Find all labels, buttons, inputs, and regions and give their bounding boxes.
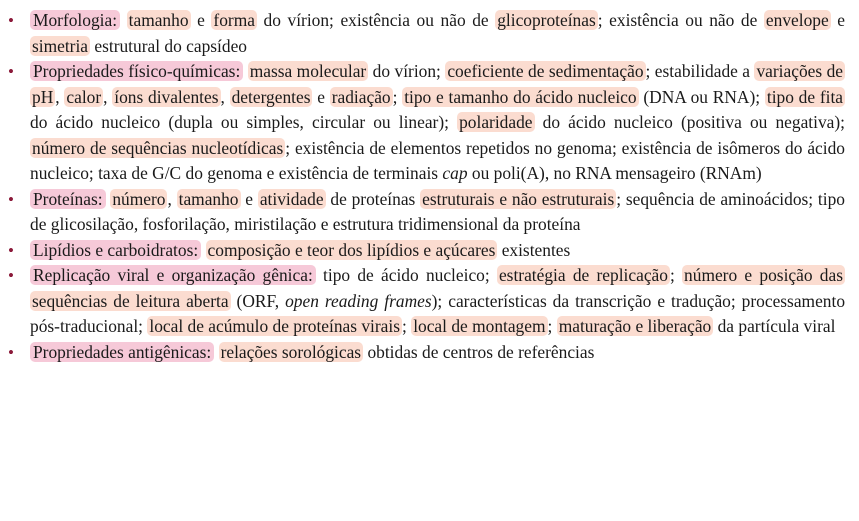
text-run: (ORF, xyxy=(230,290,286,311)
highlighted-term: local de acúmulo de proteínas virais xyxy=(149,316,400,336)
list-item xyxy=(0,263,845,340)
bullet-icon: • xyxy=(8,11,14,30)
text-run: ; xyxy=(392,86,403,107)
text-run: , xyxy=(167,188,177,209)
highlighted-term: variações de pH xyxy=(32,61,843,107)
item-text xyxy=(30,238,845,264)
text-run: , xyxy=(103,86,113,107)
text-run: ; xyxy=(547,316,557,336)
list-item xyxy=(0,340,845,366)
highlighted-term: estratégia de replicação xyxy=(498,265,668,285)
highlighted-term: composição e teor dos lipídios e açúcares xyxy=(207,239,496,260)
highlighted-term: radiação xyxy=(331,86,391,107)
text-run: ; estabilidade a xyxy=(645,61,755,81)
text-run: tipo de ácido nucleico; xyxy=(315,265,497,285)
text-run: do ácido nucleico (positiva ou negativa); xyxy=(534,112,845,132)
list-item xyxy=(0,187,845,238)
item-text xyxy=(30,8,845,59)
highlighted-term: número e posição das sequências de leitura aberta xyxy=(32,265,843,311)
text-run: ; xyxy=(402,316,412,336)
text-run: , xyxy=(220,86,230,107)
bullet-icon: • xyxy=(8,266,14,285)
highlighted-term: tamanho xyxy=(178,188,239,209)
highlighted-term: envelope xyxy=(765,10,829,30)
bullet-icon: • xyxy=(8,189,14,209)
text-run: e xyxy=(240,188,258,209)
item-text xyxy=(30,263,845,340)
text-run: do ácido nucleico (dupla ou simples, circular ou linear); xyxy=(30,112,458,132)
text-run: ; xyxy=(669,265,683,285)
item-heading: Morfologia: xyxy=(30,10,120,30)
highlighted-term: tipo e tamanho do ácido nucleico xyxy=(404,86,637,107)
text-run: ; existência de elementos repetidos no genoma; existência de isômeros do ácido nucleico; taxa de G/C do genoma e existência de terminais xyxy=(30,137,845,183)
bullet-icon: • xyxy=(8,240,14,260)
text-run: , xyxy=(55,86,65,107)
italic-term: open reading frames xyxy=(285,290,432,311)
text-run xyxy=(201,240,205,260)
text-run: e xyxy=(830,10,846,30)
highlighted-term: forma xyxy=(213,10,255,30)
list-item xyxy=(0,238,845,264)
text-run: do vírion; existência ou não de xyxy=(256,10,496,30)
text-run: do vírion; xyxy=(368,61,446,81)
highlighted-term: tamanho xyxy=(128,10,189,30)
text-run: estrutural do capsídeo xyxy=(90,35,247,56)
highlighted-term: polaridade xyxy=(459,112,533,132)
item-heading: Proteínas: xyxy=(30,189,106,209)
text-run: da partícula viral xyxy=(713,316,836,336)
bullet-icon: • xyxy=(8,342,14,362)
item-heading: Propriedades físico-químicas: xyxy=(30,61,243,81)
highlighted-term: relações sorológicas xyxy=(220,341,362,362)
highlighted-term: detergentes xyxy=(231,86,311,107)
item-heading: Propriedades antigênicas: xyxy=(30,342,214,362)
text-run: ou poli(A), no RNA mensageiro (RNAm) xyxy=(467,163,762,183)
text-run: ; existência ou não de xyxy=(597,10,764,30)
italic-term: cap xyxy=(442,163,468,183)
item-heading: Lipídios e carboidratos: xyxy=(30,240,201,260)
highlighted-term: número de sequências nucleotídicas xyxy=(32,137,284,158)
text-run xyxy=(120,10,127,30)
text-run: ); características da transcrição e tradução; processamento pós-traducional; xyxy=(30,290,846,336)
item-heading: Replicação viral e organização gênica: xyxy=(30,265,316,285)
highlighted-term: número xyxy=(112,188,166,209)
highlighted-term: simetria xyxy=(32,35,89,56)
highlighted-term: estruturais e não estruturais xyxy=(422,188,615,209)
highlighted-term: tipo de fita xyxy=(766,86,844,107)
highlighted-term: glicoproteínas xyxy=(497,10,596,30)
highlighted-term: massa molecular xyxy=(249,61,367,81)
text-run: obtidas de centros de referências xyxy=(363,341,595,362)
text-run: e xyxy=(190,10,212,30)
bullet-icon: • xyxy=(8,62,14,81)
text-run: (DNA ou RNA); xyxy=(638,86,765,107)
highlighted-term: maturação e liberação xyxy=(558,316,712,336)
list-item xyxy=(0,8,845,59)
text-run xyxy=(214,342,218,362)
text-run: existentes xyxy=(497,239,571,260)
text-run: ; sequência de aminoácidos; tipo de glicosilação, fosforilação, miristilação e estrutura tridimensional da proteína xyxy=(30,188,845,234)
text-run: de proteínas xyxy=(325,188,421,209)
text-run: e xyxy=(312,86,330,107)
highlighted-term: íons divalentes xyxy=(114,86,219,107)
highlighted-term: atividade xyxy=(259,188,324,209)
highlighted-term: local de montagem xyxy=(413,316,546,336)
highlighted-term: calor xyxy=(66,86,102,107)
item-text xyxy=(30,187,845,238)
item-text xyxy=(30,59,845,187)
item-text xyxy=(30,340,845,366)
highlighted-term: coeficiente de sedimentação xyxy=(447,61,644,81)
list-item xyxy=(0,59,845,187)
